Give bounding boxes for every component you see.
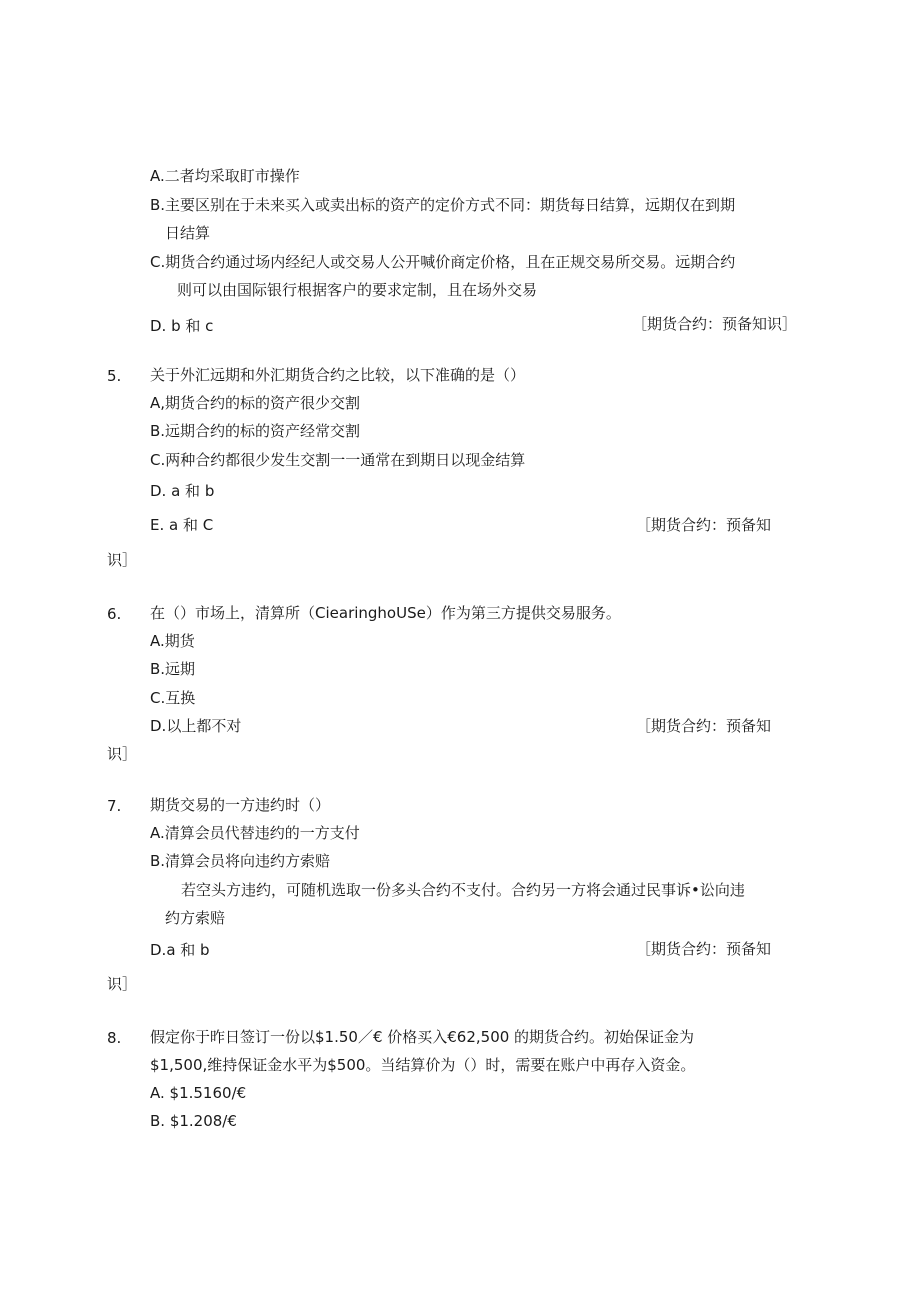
option-a: A. $1.5160/€ <box>150 1084 247 1102</box>
option-c: C.两种合约都很少发生交割一一通常在到期日以现金结算 <box>150 451 526 469</box>
option-b-line2: 日结算 <box>165 224 211 242</box>
option-d: D. a 和 b <box>150 482 215 500</box>
option-c-line1: C.期货合约通过场内经纪人或交易人公开喊价商定价格，且在正规交易所交易。远期合约 <box>150 253 736 271</box>
question-number: 7. <box>107 797 122 815</box>
option-b-line1: B.主要区别在于未来买入或卖出标的资产的定价方式不同：期货每日结算，远期仅在到期 <box>150 196 736 214</box>
topic-tag: ［期货合约：预备知 <box>636 717 772 735</box>
option-d: D.以上都不对 <box>150 717 242 735</box>
option-e: E. a 和 C <box>150 516 214 534</box>
topic-tag: ［期货合约：预备知识］ <box>632 315 798 333</box>
topic-tag-tail: 识］ <box>107 551 138 569</box>
question-stem: 在（）市场上，清算所（CiearinghoUSe）作为第三方提供交易服务。 <box>150 604 621 622</box>
topic-tag-tail: 识］ <box>107 975 138 993</box>
option-d: D.a 和 b <box>150 941 210 959</box>
option-c-line1: 若空头方违约，可随机选取一份多头合约不支付。合约另一方将会通过民事诉•讼向违 <box>181 881 745 899</box>
topic-tag: ［期货合约：预备知 <box>636 516 772 534</box>
question-number: 6. <box>107 605 122 623</box>
option-a: A.期货 <box>150 632 195 650</box>
option-c: C.互换 <box>150 689 196 707</box>
topic-tag-tail: 识］ <box>107 745 138 763</box>
question-stem-line1: 假定你于昨日签订一份以$1.50／€ 价格买入€62,500 的期货合约。初始保证金为 <box>150 1028 695 1046</box>
option-c-line2: 约方索赔 <box>165 909 226 927</box>
option-b: B.远期合约的标的资产经常交割 <box>150 422 361 440</box>
option-c-line2: 则可以由国际银行根据客户的要求定制，且在场外交易 <box>177 281 538 299</box>
question-number: 5. <box>107 367 122 385</box>
question-stem: 关于外汇远期和外汇期货合约之比较，以下准确的是（） <box>150 366 526 384</box>
topic-tag: ［期货合约：预备知 <box>636 940 772 958</box>
option-a: A,期货合约的标的资产很少交割 <box>150 394 361 412</box>
question-stem: 期货交易的一方违约时（） <box>150 796 331 814</box>
option-a: A.二者均采取盯市操作 <box>150 167 300 185</box>
option-b: B. $1.208/€ <box>150 1112 237 1130</box>
question-number: 8. <box>107 1029 122 1047</box>
question-stem-line2: $1,500,维持保证金水平为$500。当结算价为（）时，需要在账户中再存入资金。 <box>150 1056 696 1074</box>
option-b: B.清算会员将向违约方索赔 <box>150 852 331 870</box>
option-a: A.清算会员代替违约的一方支付 <box>150 824 360 842</box>
option-d: D. b 和 c <box>150 317 214 335</box>
option-b: B.远期 <box>150 660 196 678</box>
